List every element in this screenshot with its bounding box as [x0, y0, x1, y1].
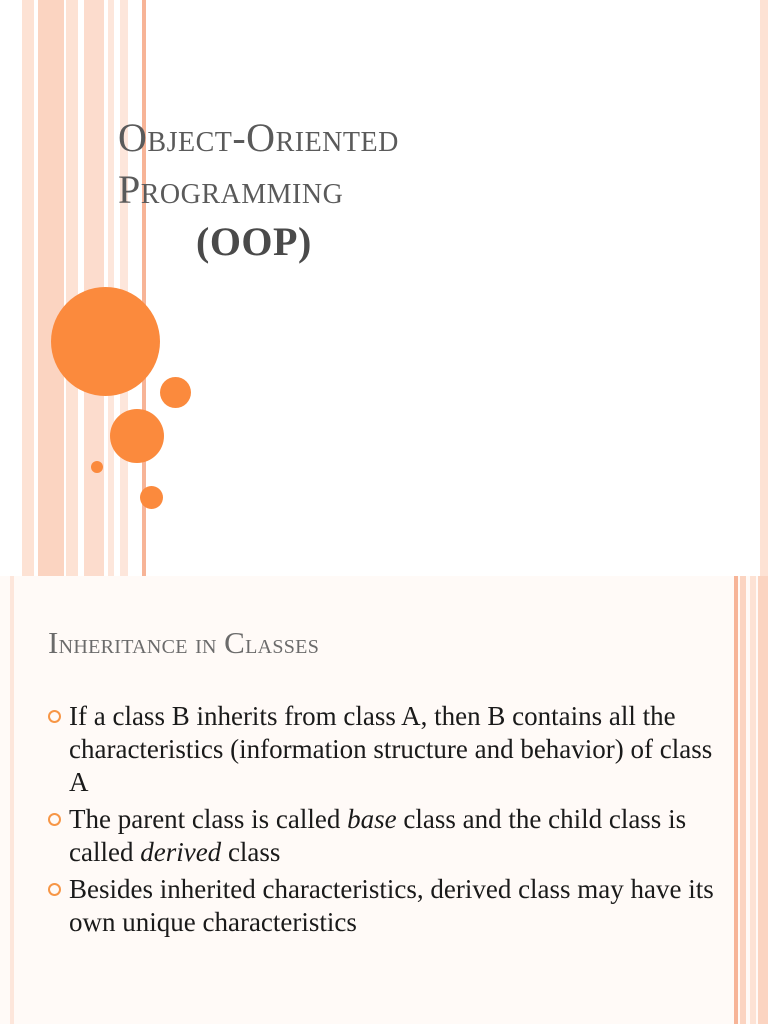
circle-bullet-icon: [48, 813, 61, 826]
title-initial: P: [118, 167, 141, 212]
decorative-stripe: [750, 576, 756, 1024]
decorative-circle-small: [160, 377, 191, 408]
heading-initial: C: [224, 625, 246, 660]
title-word: rogramming: [140, 167, 344, 212]
decorative-stripe: [758, 576, 768, 1024]
decorative-circle-medium: [110, 409, 164, 463]
decorative-stripe: [734, 576, 738, 1024]
decorative-stripe: [22, 0, 34, 576]
title-initial: O: [118, 115, 148, 160]
circle-bullet-icon: [48, 710, 61, 723]
bullet-text: class: [221, 837, 281, 867]
decorative-stripe: [66, 0, 78, 576]
slide-heading: [48, 625, 319, 661]
bullet-text: class and the child class is called: [69, 804, 693, 867]
decorative-circle-tiny: [91, 461, 103, 473]
title-word: bject-: [147, 115, 247, 160]
title-initial: O: [246, 115, 276, 160]
heading-initial: I: [48, 625, 59, 660]
circle-bullet-icon: [48, 883, 61, 896]
list-item: [48, 700, 728, 799]
bullet-list: [48, 700, 728, 943]
decorative-stripe: [740, 576, 746, 1024]
heading-word: lasses: [245, 629, 320, 660]
decorative-circle-large: [51, 287, 160, 396]
decorative-stripe: [120, 0, 128, 576]
decorative-stripe: [38, 0, 64, 576]
title-acronym: (OOP): [196, 219, 312, 264]
bullet-emphasis: base: [347, 804, 397, 834]
list-item: [48, 803, 728, 869]
bullet-text: The parent class is called: [69, 804, 348, 834]
decorative-circle-small: [140, 486, 163, 509]
slide-title: [118, 112, 399, 268]
bullet-emphasis: derived: [140, 837, 222, 867]
title-word: riented: [275, 115, 399, 160]
decorative-stripe: [10, 576, 14, 1024]
list-item: [48, 873, 728, 939]
bullet-text: If a class B inherits from class A, then B contains all the characteristics (information structure and behavior) of class A: [69, 701, 718, 797]
decorative-stripe: [760, 0, 768, 576]
bullet-text: Besides inherited characteristics, derived class may have its own unique characteristics: [69, 874, 721, 937]
heading-word: nheritance in: [58, 629, 225, 660]
